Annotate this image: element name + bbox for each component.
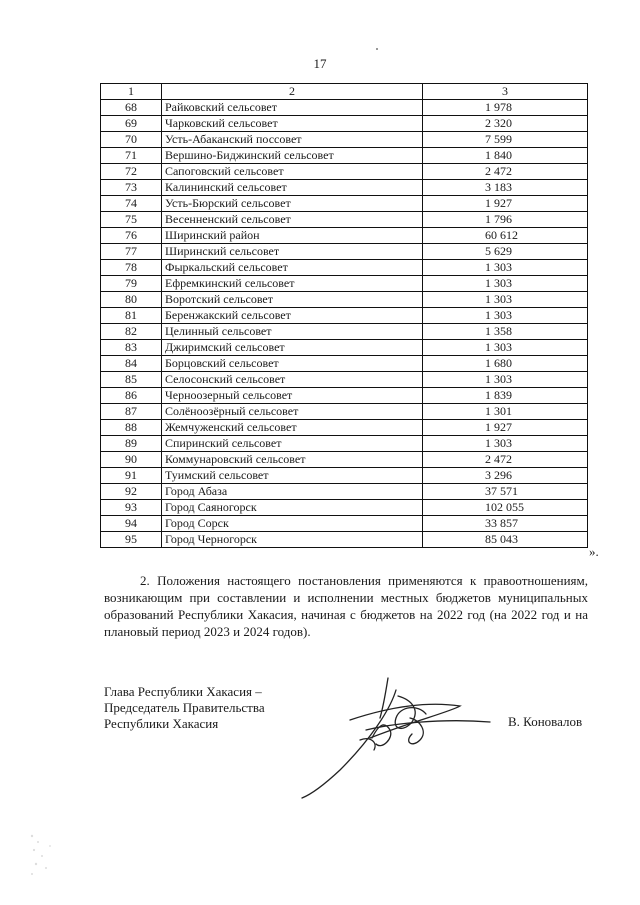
table-header-row [101,84,588,100]
row-number: 86 [101,388,162,404]
table-row [101,340,588,356]
municipality-name: Калининский сельсовет [162,180,423,196]
municipality-name: Фыркальский сельсовет [162,260,423,276]
row-number: 87 [101,404,162,420]
municipality-name: Ширинский район [162,228,423,244]
amount: 1 303 [423,260,588,276]
row-number: 95 [101,532,162,548]
table-row [101,324,588,340]
municipality-name: Селосонский сельсовет [162,372,423,388]
amount: 1 840 [423,148,588,164]
row-number: 79 [101,276,162,292]
amount: 1 839 [423,388,588,404]
faint-stamp-mark [28,830,68,880]
table-row [101,196,588,212]
amount: 1 978 [423,100,588,116]
municipality-name: Туимский сельсовет [162,468,423,484]
municipality-name: Черноозерный сельсовет [162,388,423,404]
header-cell-1: 1 [101,84,162,100]
row-number: 71 [101,148,162,164]
row-number: 89 [101,436,162,452]
table-row [101,452,588,468]
municipality-name: Целинный сельсовет [162,324,423,340]
amount: 1 358 [423,324,588,340]
table-row [101,292,588,308]
table-row [101,404,588,420]
table-row [101,132,588,148]
municipality-name: Усть-Бюрский сельсовет [162,196,423,212]
amount: 3 183 [423,180,588,196]
row-number: 74 [101,196,162,212]
table-row [101,372,588,388]
municipality-name: Вершино-Биджинский сельсовет [162,148,423,164]
table-row [101,468,588,484]
signatory-title [104,684,265,732]
table-row [101,212,588,228]
table-row [101,244,588,260]
amount: 5 629 [423,244,588,260]
municipality-name: Райковский сельсовет [162,100,423,116]
row-number: 68 [101,100,162,116]
amount: 3 296 [423,468,588,484]
municipality-name: Весенненский сельсовет [162,212,423,228]
table-row [101,532,588,548]
table-row [101,100,588,116]
table-row [101,388,588,404]
table-body [101,84,588,548]
municipality-name: Чарковский сельсовет [162,116,423,132]
amount: 2 472 [423,164,588,180]
row-number: 72 [101,164,162,180]
row-number: 83 [101,340,162,356]
scan-dot [376,48,378,50]
table-row [101,180,588,196]
closing-quote: ». [589,544,599,559]
municipality-name: Усть-Абаканский поссовет [162,132,423,148]
table-row [101,164,588,180]
municipality-name: Сапоговский сельсовет [162,164,423,180]
row-number: 88 [101,420,162,436]
amount: 1 303 [423,308,588,324]
amount: 37 571 [423,484,588,500]
row-number: 75 [101,212,162,228]
row-number: 70 [101,132,162,148]
amount: 33 857 [423,516,588,532]
municipality-name: Джиримский сельсовет [162,340,423,356]
row-number: 78 [101,260,162,276]
table-row [101,420,588,436]
municipality-name: Город Абаза [162,484,423,500]
amount: 1 303 [423,372,588,388]
budget-table [100,83,588,548]
header-cell-3: 3 [423,84,588,100]
table-row [101,356,588,372]
amount: 2 472 [423,452,588,468]
row-number: 77 [101,244,162,260]
table-row [101,484,588,500]
municipality-name: Город Саяногорск [162,500,423,516]
paragraph-2 [104,572,588,640]
amount: 1 301 [423,404,588,420]
signer-name: В. Коновалов [508,714,583,729]
municipality-name: Спиринский сельсовет [162,436,423,452]
row-number: 92 [101,484,162,500]
row-number: 85 [101,372,162,388]
table-row [101,308,588,324]
paragraph-text: 2. Положения настоящего постановления применяются к правоотношениям, возникающим при составлении и исполнении местных бюджетов муниципальных образований Республики Хакасия, начиная с бюджетов на 2022 год (на 2022 год и на плановый период 2023 и 2024 годов). [104,573,588,639]
signatory-line-2: Председатель Правительства [104,700,265,715]
row-number: 73 [101,180,162,196]
municipality-name: Коммунаровский сельсовет [162,452,423,468]
row-number: 82 [101,324,162,340]
handwritten-signature [300,660,500,800]
amount: 85 043 [423,532,588,548]
amount: 1 303 [423,292,588,308]
row-number: 81 [101,308,162,324]
signatory-line-3: Республики Хакасия [104,716,219,731]
amount: 1 796 [423,212,588,228]
signatory-line-1: Глава Республики Хакасия – [104,684,262,699]
municipality-name: Жемчуженский сельсовет [162,420,423,436]
municipality-name: Воротский сельсовет [162,292,423,308]
table-row [101,116,588,132]
header-cell-2: 2 [162,84,423,100]
amount: 7 599 [423,132,588,148]
amount: 102 055 [423,500,588,516]
table-row [101,260,588,276]
row-number: 84 [101,356,162,372]
municipality-name: Борцовский сельсовет [162,356,423,372]
amount: 1 303 [423,340,588,356]
table-row [101,276,588,292]
table-row [101,436,588,452]
municipality-name: Солёноозёрный сельсовет [162,404,423,420]
table-row [101,500,588,516]
amount: 1 927 [423,420,588,436]
amount: 1 927 [423,196,588,212]
amount: 1 303 [423,276,588,292]
amount: 60 612 [423,228,588,244]
amount: 1 680 [423,356,588,372]
row-number: 93 [101,500,162,516]
table-row [101,148,588,164]
row-number: 91 [101,468,162,484]
row-number: 69 [101,116,162,132]
row-number: 76 [101,228,162,244]
amount: 2 320 [423,116,588,132]
municipality-name: Город Сорск [162,516,423,532]
municipality-name: Ширинский сельсовет [162,244,423,260]
municipality-name: Ефремкинский сельсовет [162,276,423,292]
row-number: 90 [101,452,162,468]
row-number: 94 [101,516,162,532]
page-number: 17 [313,56,327,71]
table-row [101,228,588,244]
row-number: 80 [101,292,162,308]
amount: 1 303 [423,436,588,452]
table-row [101,516,588,532]
municipality-name: Беренжакский сельсовет [162,308,423,324]
municipality-name: Город Черногорск [162,532,423,548]
